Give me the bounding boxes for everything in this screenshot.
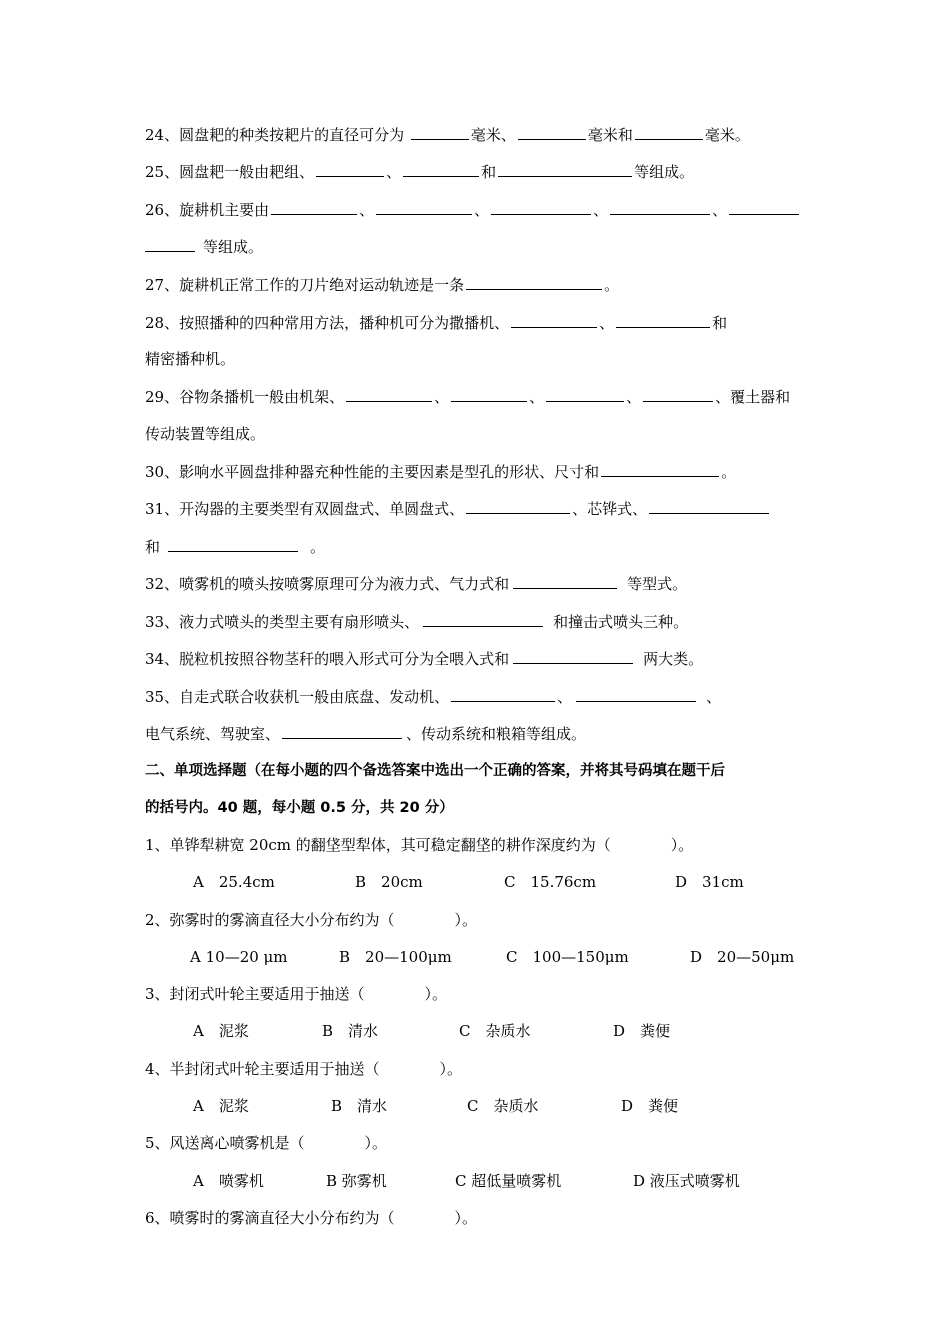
answer-blank[interactable]	[168, 536, 298, 552]
answer-blank[interactable]	[282, 723, 402, 739]
option-a[interactable]: A 25.4cm	[193, 873, 275, 891]
answer-blank[interactable]	[451, 386, 527, 402]
option-c[interactable]: C 杂质水	[467, 1097, 539, 1115]
answer-blank[interactable]	[729, 199, 799, 215]
option-b[interactable]: B 清水	[322, 1022, 379, 1040]
answer-blank[interactable]	[346, 386, 432, 402]
mc-question-4: 4、半封闭式叶轮主要适用于抽送（ ）。	[145, 1060, 463, 1078]
question-30: 30、影响水平圆盘排种器充种性能的主要因素是型孔的形状、尺寸和 。	[145, 463, 737, 481]
answer-blank[interactable]	[411, 124, 469, 140]
question-25: 25、圆盘耙一般由耙组、 、 和 等组成。	[145, 163, 695, 181]
question-28: 28、按照播种的四种常用方法，播种机可分为撒播机、 、 和	[145, 314, 728, 332]
question-29-cont: 传动装置等组成。	[145, 425, 266, 443]
mc-question-1: 1、单铧犁耕宽 20cm 的翻垡型犁体，其可稳定翻垡的耕作深度约为（ ）。	[145, 836, 694, 854]
question-26-cont: 等组成。	[145, 236, 263, 257]
option-d[interactable]: D 粪便	[613, 1022, 671, 1040]
answer-blank[interactable]	[601, 461, 719, 477]
answer-blank[interactable]	[635, 124, 703, 140]
answer-blank[interactable]	[513, 573, 617, 589]
answer-blank[interactable]	[271, 199, 357, 215]
question-31: 31、开沟器的主要类型有双圆盘式、单圆盘式、 、芯铧式、	[145, 498, 769, 519]
option-c[interactable]: C 15.76cm	[504, 873, 597, 891]
answer-blank[interactable]	[546, 386, 624, 402]
answer-blank[interactable]	[423, 611, 543, 627]
question-32: 32、喷雾机的喷头按喷雾原理可分为液力式、气力式和 等型式。	[145, 575, 688, 593]
answer-blank[interactable]	[403, 161, 479, 177]
option-b[interactable]: B 20cm	[355, 873, 423, 891]
answer-blank[interactable]	[576, 686, 696, 702]
option-b[interactable]: B 清水	[331, 1097, 388, 1115]
option-d[interactable]: D 31cm	[675, 873, 744, 891]
option-a[interactable]: A 泥浆	[193, 1022, 249, 1040]
answer-blank[interactable]	[518, 124, 586, 140]
section-heading: 二、单项选择题（在每小题的四个备选答案中选出一个正确的答案，并将其号码填在题干后	[145, 763, 725, 779]
option-b[interactable]: B 弥雾机	[326, 1172, 387, 1190]
answer-blank[interactable]	[511, 312, 597, 328]
question-35: 35、自走式联合收获机一般由底盘、发动机、 、 、	[145, 688, 722, 706]
question-29: 29、谷物条播机一般由机架、 、 、 、 、覆土器和	[145, 388, 791, 406]
mc-question-3: 3、封闭式叶轮主要适用于抽送（ ）。	[145, 985, 448, 1003]
question-27: 27、旋耕机正常工作的刀片绝对运动轨迹是一条 。	[145, 276, 620, 294]
answer-blank[interactable]	[451, 686, 555, 702]
question-28-cont: 精密播种机。	[145, 350, 236, 368]
option-a[interactable]: A 喷雾机	[193, 1172, 264, 1190]
answer-blank[interactable]	[145, 236, 195, 252]
question-24: 24、圆盘耙的种类按耙片的直径可分为 毫米、 毫米和 毫米。	[145, 126, 750, 144]
answer-blank[interactable]	[610, 199, 710, 215]
option-d[interactable]: D 液压式喷雾机	[633, 1172, 740, 1190]
question-35-cont: 电气系统、驾驶室、 、传动系统和粮箱等组成。	[145, 725, 587, 743]
answer-blank[interactable]	[376, 199, 472, 215]
answer-blank[interactable]	[643, 386, 713, 402]
option-c[interactable]: C 超低量喷雾机	[455, 1172, 562, 1190]
answer-blank[interactable]	[491, 199, 591, 215]
mc-question-6: 6、喷雾时的雾滴直径大小分布约为（ ）。	[145, 1209, 478, 1227]
option-d[interactable]: D 20—50μm	[690, 948, 795, 966]
answer-blank[interactable]	[616, 312, 710, 328]
option-d[interactable]: D 粪便	[621, 1097, 679, 1115]
question-33: 33、液力式喷头的类型主要有扇形喷头、 和撞击式喷头三种。	[145, 613, 689, 631]
mc-question-2: 2、弥雾时的雾滴直径大小分布约为（ ）。	[145, 911, 478, 929]
question-26: 26、旋耕机主要由 、 、 、 、	[145, 199, 799, 220]
option-c[interactable]: C 100—150μm	[506, 948, 629, 966]
option-b[interactable]: B 20—100μm	[339, 948, 452, 966]
question-34: 34、脱粒机按照谷物茎秆的喂入形式可分为全喂入式和 两大类。	[145, 650, 704, 668]
mc-question-5: 5、风送离心喷雾机是（ ）。	[145, 1134, 388, 1152]
answer-blank[interactable]	[649, 498, 769, 514]
option-a[interactable]: A 10—20 μm	[190, 948, 288, 966]
answer-blank[interactable]	[513, 648, 633, 664]
question-31-cont: 和 。	[145, 538, 326, 556]
option-a[interactable]: A 泥浆	[193, 1097, 249, 1115]
section-heading-cont: 的括号内。40 题，每小题 0.5 分，共 20 分）	[145, 800, 454, 816]
answer-blank[interactable]	[466, 498, 570, 514]
answer-blank[interactable]	[316, 161, 384, 177]
option-c[interactable]: C 杂质水	[459, 1022, 531, 1040]
answer-blank[interactable]	[466, 274, 602, 290]
answer-blank[interactable]	[498, 161, 632, 177]
